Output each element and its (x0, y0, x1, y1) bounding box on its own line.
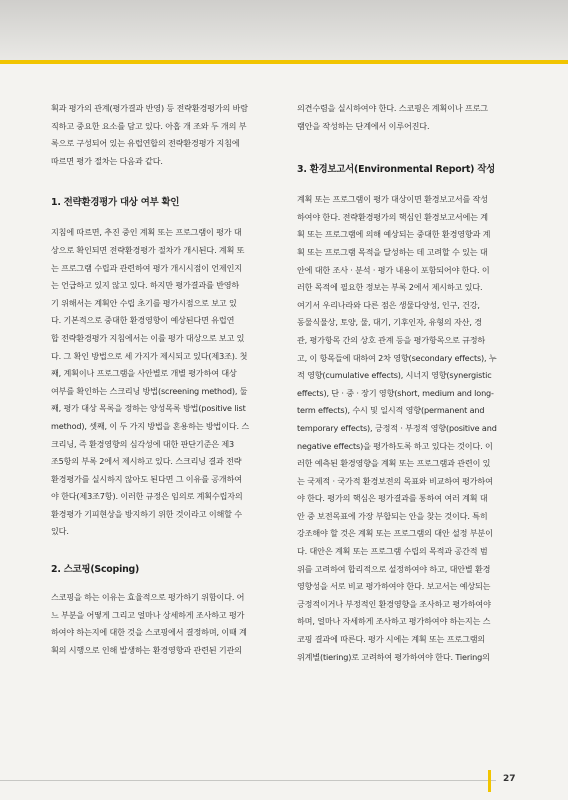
footer-accent-bar (488, 770, 491, 792)
text-line: negative effects)을 평가하도록 하고 있다는 것이다. 이 (297, 440, 493, 451)
header-band (0, 0, 568, 64)
text-line: 위를 고려하여 합리적으로 설정하여야 하고, 대안별 환경 (297, 563, 491, 574)
text-line: 야 한다. 평가의 핵심은 평가결과를 통하여 여러 계획 대 (297, 493, 488, 504)
right-column (297, 100, 525, 666)
text-line: 는 언급하고 있지 않고 있다. 하지만 평가결과를 반영하 (51, 280, 240, 291)
text-line: 느 부분을 어떻게 그리고 얼마나 상세하게 조사하고 평가 (51, 609, 245, 620)
text-line: 긍정적이거나 부정적인 환경영향을 조사하고 평가하여야 (297, 598, 491, 609)
text-line: 다. 대안은 계획 또는 프로그램 수립의 목적과 공간적 범 (297, 546, 488, 557)
accent-stripe (0, 60, 568, 64)
section-body (51, 589, 279, 659)
section-body (297, 191, 525, 666)
text-line: 러한 목적에 필요한 정보는 부록 2에서 제시하고 있다. (297, 282, 483, 293)
text-line: 동물식물상, 토양, 물, 대기, 기후인자, 유형의 자산, 경 (297, 317, 482, 328)
text-line: 환경평가를 실시하지 않아도 된다면 그 이유를 공개하여 (51, 473, 242, 484)
text-line: 상으로 확인되면 전략환경평가 절차가 개시된다. 계획 또 (51, 244, 245, 255)
text-line: 하여야 한다. 전략환경평가의 핵심인 환경보고서에는 계 (297, 211, 488, 222)
text-line: 따르면 평가 절차는 다음과 같다. (51, 155, 163, 166)
text-line: 기 위해서는 계획안 수립 초기를 평가시점으로 보고 있 (51, 297, 237, 308)
text-line: 크리닝, 즉 환경영향의 심각성에 대한 판단기준은 제3 (51, 438, 235, 449)
text-line: 획과 평가의 관계(평가결과 반영) 등 전략환경평가의 바람 (51, 103, 248, 113)
text-line: 째, 계획이나 프로그램을 사안별로 개별 평가하여 대상 (51, 368, 237, 379)
text-line: 야 한다(제3조7항). 이러한 규정은 임의로 계획수립자의 (51, 491, 243, 502)
text-line: 지침에 따르면, 추진 중인 계획 또는 프로그램이 평가 대 (51, 227, 242, 238)
text-line: 스코핑을 하는 이유는 효율적으로 평가하기 위함이다. 어 (51, 592, 245, 603)
text-line: 관, 평가항목 간의 상호 관계 등을 평가항목으로 규정하 (297, 334, 486, 345)
text-line: temporary effects), 긍정적 · 부정적 영향(positive and (297, 422, 497, 433)
text-line: 의견수렴을 실시하여야 한다. 스코핑은 계획이나 프로그 (297, 103, 488, 113)
text-line: 획 또는 프로그램 목적을 달성하는 데 고려할 수 있는 대 (297, 246, 488, 257)
text-line: method), 셋째, 이 두 가지 방법을 혼용하는 방법이다. 스 (51, 420, 250, 431)
footer-rule (0, 780, 496, 781)
text-line: 조5항의 부록 2에서 제시하고 있다. 스크리닝 결과 전략 (51, 456, 242, 467)
text-line: 계획 또는 프로그램이 평가 대상이면 환경보고서를 작성 (297, 194, 488, 205)
text-line: 환경평가 기피현상을 방지하기 위한 것이라고 이해할 수 (51, 508, 242, 519)
text-line: 하며, 얼마나 자세하게 조사하고 평가하여야 하는지는 스 (297, 616, 491, 627)
text-line: 러한 예측된 환경영향을 계획 또는 프로그램과 관련이 있 (297, 458, 491, 469)
text-line: 합 전략환경평가 지침에서는 이를 평가 대상으로 보고 있 (51, 332, 245, 343)
text-line: 강조해야 할 것은 계획 또는 프로그램의 대안 설정 부분이 (297, 528, 493, 539)
text-line: 다. 그 확인 방법으로 세 가지가 제시되고 있다(제3조). 첫 (51, 350, 248, 361)
text-line: 째, 평가 대상 목록을 정하는 양성목록 방법(positive list (51, 403, 246, 414)
text-line: 안 중 보전목표에 가장 부합되는 안을 찾는 것이다. 특히 (297, 510, 488, 521)
text-line: 획의 시행으로 인해 발생하는 환경영향과 관련된 기관의 (51, 644, 242, 655)
text-line: 영향성을 서로 비교 평가하여야 한다. 보고서는 예상되는 (297, 581, 491, 592)
text-line: 는 국제적 · 국가적 환경보전의 목표와 비교하여 평가하여 (297, 475, 493, 486)
text-line: 안에 대한 조사 · 분석 · 평가 내용이 포함되어야 한다. 이 (297, 264, 490, 275)
text-line: 위계별(tiering)로 고려하여 평가하여야 한다. Tiering의 (297, 651, 490, 662)
text-line: 직하고 중요한 요소를 담고 있다. 아홉 개 조와 두 개의 부 (51, 120, 247, 131)
section-heading: 2. 스코핑(Scoping) (51, 564, 140, 576)
section-body (51, 224, 279, 541)
text-line: 여부를 확인하는 스크리닝 방법(screening method), 둘 (51, 385, 248, 396)
right-intro (297, 100, 525, 135)
page-footer (0, 764, 568, 800)
text-line: 고, 이 항목들에 대하여 2차 영향(secondary effects), 누 (297, 352, 497, 363)
left-intro (51, 100, 279, 170)
text-line: 하여야 하는지에 대한 것을 스코핑에서 결정하며, 이때 계 (51, 627, 247, 638)
text-line: 적 영향(cumulative effects), 시너지 영향(synergistic (297, 370, 492, 381)
text-line: 는 프로그램 수립과 관련하여 평가 개시시점이 언제인지 (51, 262, 242, 273)
text-line: 다. 기본적으로 중대한 환경영향이 예상된다면 유럽연 (51, 315, 235, 326)
text-line: 록으로 구성되어 있는 유럽연합의 전략환경평가 지침에 (51, 138, 240, 149)
text-line: 있다. (51, 526, 69, 537)
text-line: 코핑 결과에 따른다. 평가 시에는 계획 또는 프로그램의 (297, 634, 486, 645)
section-heading: 1. 전략환경평가 대상 여부 확인 (51, 197, 180, 209)
text-line: term effects), 수시 및 일시적 영향(permanent and (297, 405, 485, 416)
text-line: 램안을 작성하는 단계에서 이루어진다. (297, 120, 430, 131)
left-column (51, 100, 279, 659)
section-heading: 3. 환경보고서(Environmental Report) 작성 (297, 164, 496, 176)
text-line: 여기서 우리나라와 다른 점은 생물다양성, 인구, 건강, (297, 299, 480, 310)
text-line: 획 또는 프로그램에 의해 예상되는 중대한 환경영향과 계 (297, 229, 491, 240)
page-number: 27 (503, 774, 516, 784)
text-line: effects), 단 · 중 · 장기 영향(short, medium and long- (297, 387, 494, 398)
